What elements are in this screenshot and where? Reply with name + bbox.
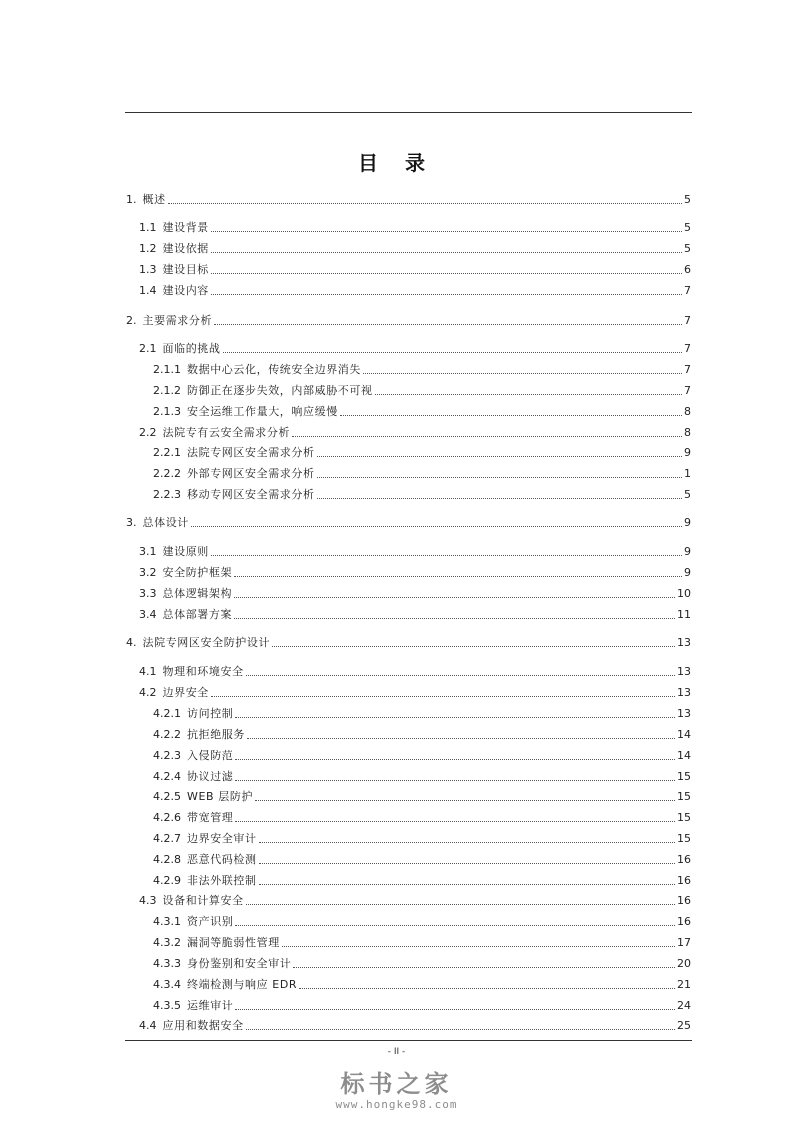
toc-dot-leader xyxy=(282,945,675,947)
toc-entry[interactable] xyxy=(126,516,691,530)
toc-dot-leader xyxy=(223,351,683,353)
toc-dot-leader xyxy=(235,820,675,822)
toc-entry-page: 13 xyxy=(677,707,691,720)
toc-entry[interactable] xyxy=(153,405,691,419)
toc-entry[interactable] xyxy=(139,665,691,679)
toc-entry-page: 13 xyxy=(677,686,691,699)
toc-entry-number: 2.2 xyxy=(139,426,157,439)
toc-entry[interactable] xyxy=(126,314,691,328)
toc-entry-page: 7 xyxy=(684,384,691,397)
toc-entry-page: 6 xyxy=(684,263,691,276)
toc-dot-leader xyxy=(234,575,682,577)
toc-dot-leader xyxy=(214,323,682,325)
toc-title: 目 录 xyxy=(358,151,435,175)
toc-entry-label: 边界安全 xyxy=(162,686,209,699)
toc-dot-leader xyxy=(246,1028,675,1030)
toc-entry-page: 15 xyxy=(677,790,691,803)
toc-entry-page: 14 xyxy=(677,728,691,741)
toc-entry-label: 法院专网区安全防护设计 xyxy=(142,636,271,649)
toc-entry[interactable] xyxy=(126,193,691,207)
toc-entry-page: 24 xyxy=(677,999,691,1012)
toc-entry[interactable] xyxy=(153,728,691,742)
toc-dot-leader xyxy=(259,841,675,843)
toc-entry-number: 4.3.5 xyxy=(153,999,181,1012)
toc-entry-number: 4.2.1 xyxy=(153,707,181,720)
toc-entry-number: 2.1.1 xyxy=(153,363,181,376)
toc-entry-page: 9 xyxy=(684,545,691,558)
toc-entry-page: 8 xyxy=(684,405,691,418)
toc-entry-label: 外部专网区安全需求分析 xyxy=(187,467,315,480)
toc-entry-number: 1.1 xyxy=(139,221,157,234)
footer-rule xyxy=(125,1040,692,1041)
toc-entry-number: 4.2 xyxy=(139,686,157,699)
toc-entry-number: 4.2.5 xyxy=(153,790,181,803)
toc-dot-leader xyxy=(259,883,675,885)
toc-dot-leader xyxy=(234,596,675,598)
toc-entry-label: 主要需求分析 xyxy=(142,314,213,327)
toc-entry[interactable] xyxy=(139,587,691,601)
toc-entry-label: 概述 xyxy=(142,193,166,206)
toc-dot-leader xyxy=(211,695,675,697)
toc-entry[interactable] xyxy=(139,263,691,277)
toc-entry-page: 13 xyxy=(677,636,691,649)
toc-entry-number: 3. xyxy=(126,516,137,529)
toc-entry-page: 25 xyxy=(677,1019,691,1032)
toc-dot-leader xyxy=(234,617,675,619)
toc-entry-label: 漏洞等脆弱性管理 xyxy=(187,936,280,949)
toc-entry-label: 面临的挑战 xyxy=(162,342,221,355)
toc-entry-number: 1.4 xyxy=(139,284,157,297)
toc-entry-label: WEB 层防护 xyxy=(187,790,254,803)
toc-dot-leader xyxy=(317,476,682,478)
toc-dot-leader xyxy=(293,966,675,968)
toc-entry-label: 协议过滤 xyxy=(187,770,234,783)
toc-entry[interactable] xyxy=(139,221,691,235)
toc-entry-label: 非法外联控制 xyxy=(187,874,257,887)
toc-entry-number: 4.2.9 xyxy=(153,874,181,887)
watermark-url: www.hongke98.com xyxy=(335,1098,458,1111)
toc-entry[interactable] xyxy=(153,790,691,804)
toc-dot-leader xyxy=(259,862,675,864)
toc-dot-leader xyxy=(235,758,675,760)
toc-entry[interactable] xyxy=(153,915,691,929)
toc-dot-leader xyxy=(235,716,675,718)
toc-entry[interactable] xyxy=(153,957,691,971)
toc-entry-label: 防御正在逐步失效，内部威胁不可视 xyxy=(187,384,373,397)
toc-dot-leader xyxy=(292,435,682,437)
toc-entry-page: 16 xyxy=(677,853,691,866)
toc-entry-label: 带宽管理 xyxy=(187,811,234,824)
toc-entry[interactable] xyxy=(139,284,691,298)
toc-entry-number: 4.3.2 xyxy=(153,936,181,949)
toc-entry-number: 2. xyxy=(126,314,137,327)
toc-entry-label: 访问控制 xyxy=(187,707,234,720)
toc-entry-label: 边界安全审计 xyxy=(187,832,257,845)
toc-entry-label: 安全防护框架 xyxy=(162,566,233,579)
toc-entry[interactable] xyxy=(126,636,691,650)
toc-entry-number: 3.2 xyxy=(139,566,157,579)
toc-entry-label: 建设背景 xyxy=(162,221,209,234)
toc-entry-number: 4.2.4 xyxy=(153,770,181,783)
toc-entry[interactable] xyxy=(139,894,691,908)
toc-entry-page: 5 xyxy=(684,221,691,234)
toc-entry-number: 4.3.1 xyxy=(153,915,181,928)
toc-dot-leader xyxy=(235,1008,675,1010)
toc-dot-leader xyxy=(299,987,675,989)
toc-entry[interactable] xyxy=(153,363,691,377)
toc-entry-page: 8 xyxy=(684,426,691,439)
toc-entry-page: 16 xyxy=(677,915,691,928)
toc-entry-page: 9 xyxy=(684,566,691,579)
toc-entry-number: 4.2.2 xyxy=(153,728,181,741)
toc-entry-number: 4.2.6 xyxy=(153,811,181,824)
toc-entry-number: 2.2.3 xyxy=(153,488,181,501)
toc-entry[interactable] xyxy=(153,488,691,502)
toc-entry-number: 3.4 xyxy=(139,608,157,621)
toc-entry-number: 2.1.2 xyxy=(153,384,181,397)
toc-dot-leader xyxy=(317,497,682,499)
toc-entry-page: 7 xyxy=(684,342,691,355)
toc-dot-leader xyxy=(340,414,682,416)
toc-dot-leader xyxy=(211,230,682,232)
toc-dot-leader xyxy=(211,251,682,253)
toc-entry-label: 抗拒绝服务 xyxy=(187,728,245,741)
toc-entry-label: 运维审计 xyxy=(187,999,234,1012)
toc-entry-number: 4.3 xyxy=(139,894,157,907)
toc-entry-label: 总体逻辑架构 xyxy=(162,587,233,600)
toc-dot-leader xyxy=(247,737,675,739)
toc-entry[interactable] xyxy=(153,446,691,460)
toc-entry-page: 15 xyxy=(677,811,691,824)
toc-entry-number: 2.2.2 xyxy=(153,467,181,480)
toc-entry-page: 5 xyxy=(684,488,691,501)
toc-entry-page: 20 xyxy=(677,957,691,970)
toc-entry-page: 14 xyxy=(677,749,691,762)
toc-entry-label: 建设依据 xyxy=(162,242,209,255)
toc-entry-page: 9 xyxy=(684,516,691,529)
toc-entry-label: 总体设计 xyxy=(142,516,189,529)
toc-entry-number: 4.2.7 xyxy=(153,832,181,845)
toc-entry-page: 13 xyxy=(677,665,691,678)
toc-entry-page: 15 xyxy=(677,832,691,845)
toc-entry-number: 3.1 xyxy=(139,545,157,558)
toc-entry-label: 恶意代码检测 xyxy=(187,853,257,866)
toc-entry-label: 建设内容 xyxy=(162,284,209,297)
toc-entry-page: 5 xyxy=(684,242,691,255)
toc-entry-label: 终端检测与响应 EDR xyxy=(187,978,298,991)
toc-entry-number: 3.3 xyxy=(139,587,157,600)
toc-dot-leader xyxy=(246,674,675,676)
toc-entry-label: 身份鉴别和安全审计 xyxy=(187,957,292,970)
toc-dot-leader xyxy=(168,202,682,204)
toc-entry[interactable] xyxy=(139,545,691,559)
toc-dot-leader xyxy=(246,903,675,905)
toc-entry[interactable] xyxy=(153,811,691,825)
toc-entry-label: 法院专有云安全需求分析 xyxy=(162,426,291,439)
toc-entry[interactable] xyxy=(139,566,691,580)
toc-entry-page: 16 xyxy=(677,874,691,887)
toc-entry[interactable] xyxy=(153,874,691,888)
toc-entry[interactable] xyxy=(153,770,691,784)
toc-entry-number: 4.1 xyxy=(139,665,157,678)
toc-entry-label: 设备和计算安全 xyxy=(162,894,244,907)
toc-entry-page: 10 xyxy=(677,587,691,600)
toc-entry-page: 7 xyxy=(684,363,691,376)
toc-entry-number: 4.4 xyxy=(139,1019,157,1032)
toc-entry[interactable] xyxy=(153,467,691,481)
watermark-logo: 标书之家 xyxy=(340,1069,453,1098)
toc-entry-label: 物理和环境安全 xyxy=(162,665,244,678)
toc-dot-leader xyxy=(317,455,682,457)
toc-entry[interactable] xyxy=(139,1019,691,1033)
toc-dot-leader xyxy=(211,554,682,556)
toc-entry-page: 1 xyxy=(684,467,691,480)
toc-entry[interactable] xyxy=(139,342,691,356)
toc-entry-number: 1. xyxy=(126,193,137,206)
toc-entry[interactable] xyxy=(153,999,691,1013)
toc-entry-number: 4. xyxy=(126,636,137,649)
toc-entry-label: 建设目标 xyxy=(162,263,209,276)
toc-entry[interactable] xyxy=(153,936,691,950)
toc-dot-leader xyxy=(211,293,682,295)
toc-entry[interactable] xyxy=(139,686,691,700)
toc-entry-label: 安全运维工作量大，响应缓慢 xyxy=(187,405,338,418)
toc-entry[interactable] xyxy=(153,749,691,763)
toc-dot-leader xyxy=(255,799,675,801)
toc-entry[interactable] xyxy=(153,832,691,846)
toc-entry[interactable] xyxy=(153,707,691,721)
toc-entry-label: 建设原则 xyxy=(162,545,209,558)
page-number: - II - xyxy=(387,1047,406,1057)
toc-entry-page: 21 xyxy=(677,978,691,991)
toc-entry-label: 移动专网区安全需求分析 xyxy=(187,488,315,501)
toc-dot-leader xyxy=(375,393,682,395)
toc-entry-number: 2.1 xyxy=(139,342,157,355)
toc-entry-label: 数据中心云化，传统安全边界消失 xyxy=(187,363,361,376)
toc-dot-leader xyxy=(235,924,675,926)
toc-entry[interactable] xyxy=(153,853,691,867)
toc-entry[interactable] xyxy=(153,978,691,992)
toc-entry-number: 2.1.3 xyxy=(153,405,181,418)
toc-entry-page: 7 xyxy=(684,284,691,297)
toc-entry-number: 4.3.3 xyxy=(153,957,181,970)
toc-entry-number: 4.2.3 xyxy=(153,749,181,762)
toc-dot-leader xyxy=(191,525,682,527)
toc-entry[interactable] xyxy=(139,426,691,440)
toc-entry-page: 7 xyxy=(684,314,691,327)
toc-entry-label: 法院专网区安全需求分析 xyxy=(187,446,315,459)
toc-entry-label: 总体部署方案 xyxy=(162,608,233,621)
toc-entry-page: 5 xyxy=(684,193,691,206)
toc-entry-number: 1.3 xyxy=(139,263,157,276)
toc-dot-leader xyxy=(235,779,675,781)
toc-entry-number: 4.3.4 xyxy=(153,978,181,991)
toc-entry-label: 入侵防范 xyxy=(187,749,234,762)
toc-entry-number: 1.2 xyxy=(139,242,157,255)
toc-entry[interactable] xyxy=(139,608,691,622)
toc-dot-leader xyxy=(272,645,675,647)
toc-entry-page: 17 xyxy=(677,936,691,949)
toc-entry-page: 15 xyxy=(677,770,691,783)
toc-entry[interactable] xyxy=(153,384,691,398)
toc-entry-page: 9 xyxy=(684,446,691,459)
toc-entry-page: 16 xyxy=(677,894,691,907)
toc-dot-leader xyxy=(363,372,682,374)
toc-dot-leader xyxy=(211,272,682,274)
toc-entry-label: 应用和数据安全 xyxy=(162,1019,244,1032)
toc-entry-number: 2.2.1 xyxy=(153,446,181,459)
header-rule xyxy=(125,112,692,113)
toc-entry-page: 11 xyxy=(677,608,691,621)
toc-entry[interactable] xyxy=(139,242,691,256)
toc-entry-number: 4.2.8 xyxy=(153,853,181,866)
toc-entry-label: 资产识别 xyxy=(187,915,234,928)
